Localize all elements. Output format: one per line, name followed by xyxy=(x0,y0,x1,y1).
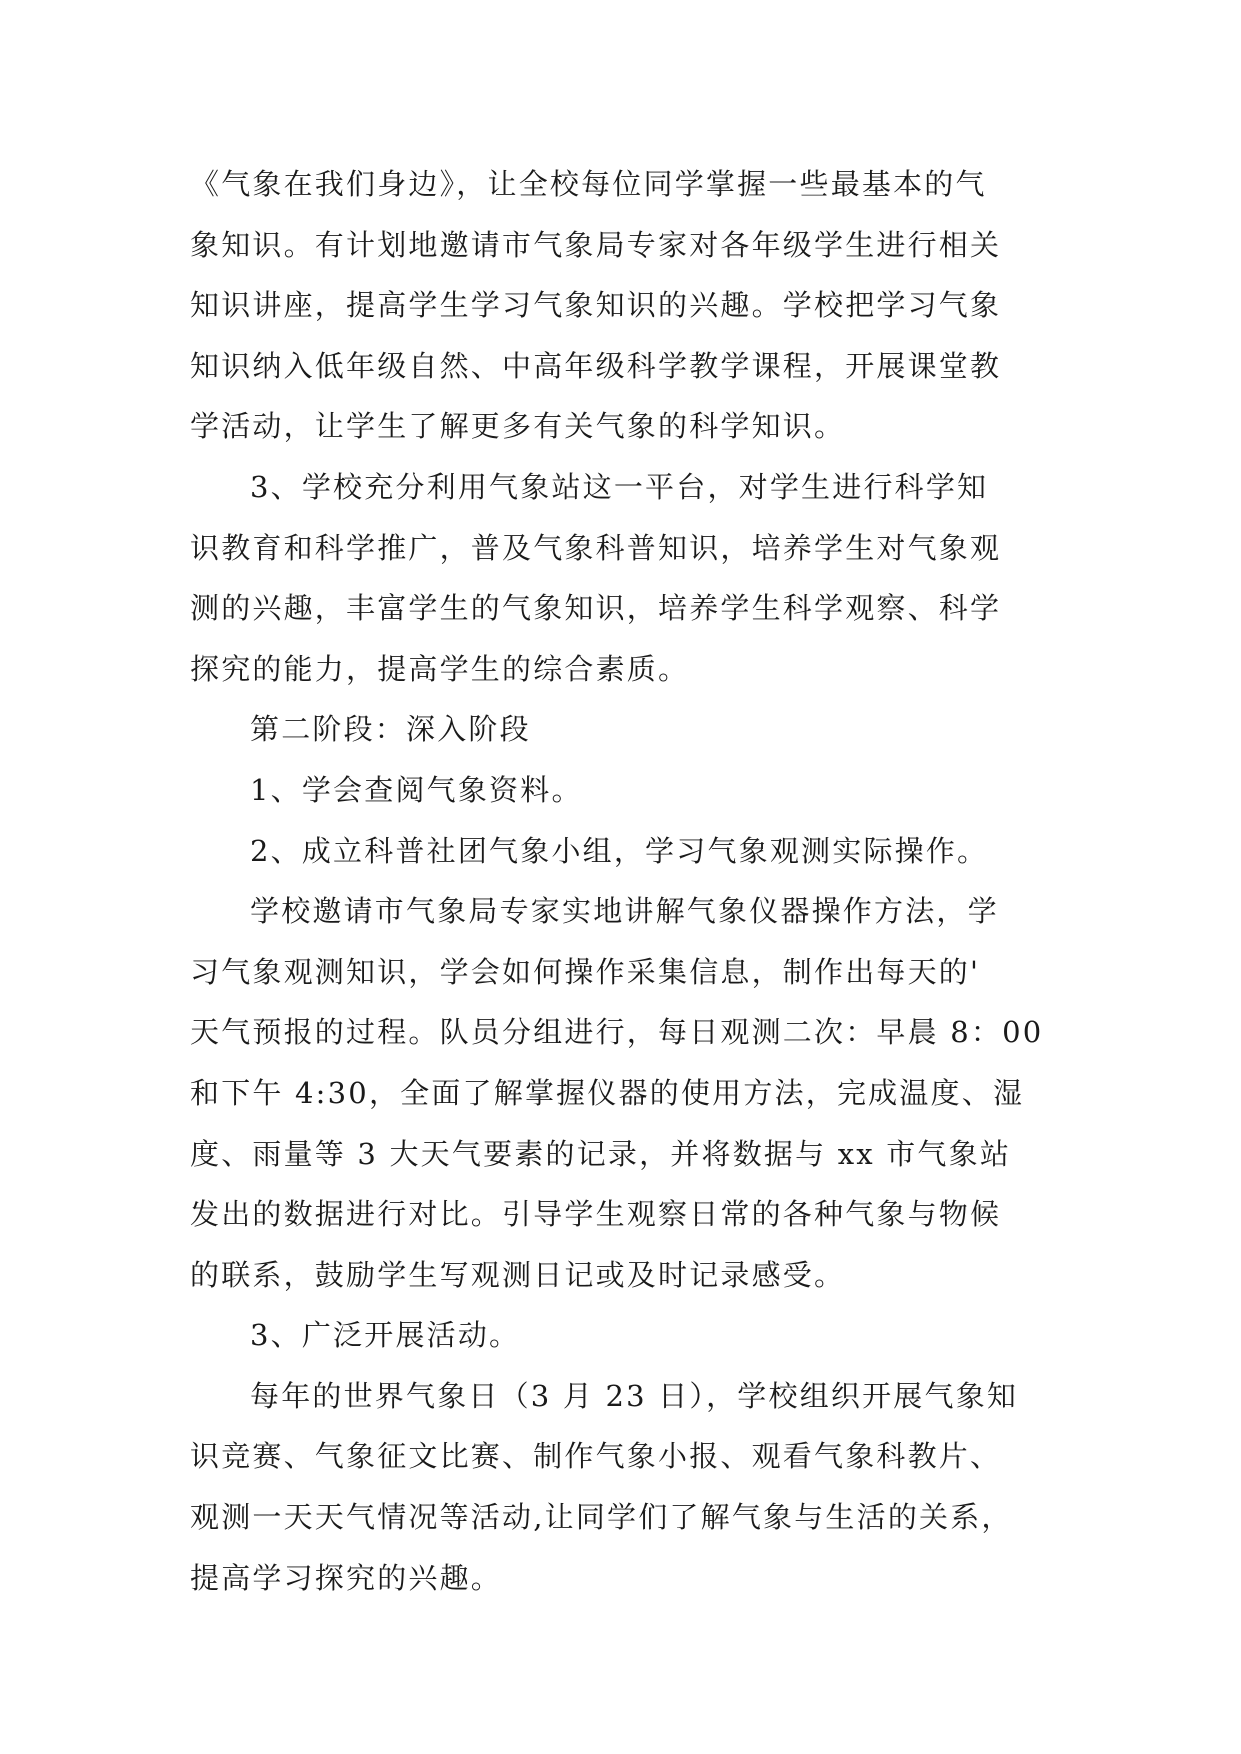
text-line: 学校邀请市气象局专家实地讲解气象仪器操作方法，学 xyxy=(250,894,999,929)
text-line: 识教育和科学推广，普及气象科普知识，培养学生对气象观 xyxy=(190,530,1002,565)
text-line: 和下午 4:30，全面了解掌握仪器的使用方法，完成温度、湿 xyxy=(190,1075,1025,1110)
text-line: 探究的能力，提高学生的综合素质。 xyxy=(190,651,690,686)
text-line: 3、学校充分利用气象站这一平台，对学生进行科学知 xyxy=(250,469,989,504)
text-line: 观测一天天气情况等活动,让同学们了解气象与生活的关系， xyxy=(190,1500,1013,1535)
text-line: 2、成立科普社团气象小组，学习气象观测实际操作。 xyxy=(250,833,989,868)
text-line: 度、雨量等 3 大天气要素的记录，并将数据与 xx 市气象站 xyxy=(190,1136,1012,1171)
text-line: 1、学会查阅气象资料。 xyxy=(250,772,583,807)
body-text xyxy=(190,154,1060,1608)
text-line: 每年的世界气象日（3 月 23 日），学校组织开展气象知 xyxy=(250,1378,1019,1413)
text-line: 学活动，让学生了解更多有关气象的科学知识。 xyxy=(190,409,846,444)
text-line: 提高学习探究的兴趣。 xyxy=(190,1560,503,1595)
text-line: 知识纳入低年级自然、中高年级科学教学课程，开展课堂教 xyxy=(190,348,1002,383)
text-line: 识竞赛、气象征文比赛、制作气象小报、观看气象科教片、 xyxy=(190,1439,1002,1474)
text-line: 的联系，鼓励学生写观测日记或及时记录感受。 xyxy=(190,1257,846,1292)
text-line: 天气预报的过程。队员分组进行，每日观测二次：早晨 8：00 xyxy=(190,1015,1044,1050)
text-line: 3、广泛开展活动。 xyxy=(250,1318,521,1353)
text-line: 象知识。有计划地邀请市气象局专家对各年级学生进行相关 xyxy=(190,227,1002,262)
text-line: 发出的数据进行对比。引导学生观察日常的各种气象与物候 xyxy=(190,1197,1002,1232)
text-line: 《气象在我们身边》，让全校每位同学掌握一些最基本的气 xyxy=(190,167,987,201)
text-line: 习气象观测知识，学会如何操作采集信息，制作出每天的' xyxy=(190,954,981,989)
text-line: 第二阶段：深入阶段 xyxy=(250,712,531,747)
text-line: 知识讲座，提高学生学习气象知识的兴趣。学校把学习气象 xyxy=(190,288,1002,323)
text-line: 测的兴趣，丰富学生的气象知识，培养学生科学观察、科学 xyxy=(190,591,1002,626)
